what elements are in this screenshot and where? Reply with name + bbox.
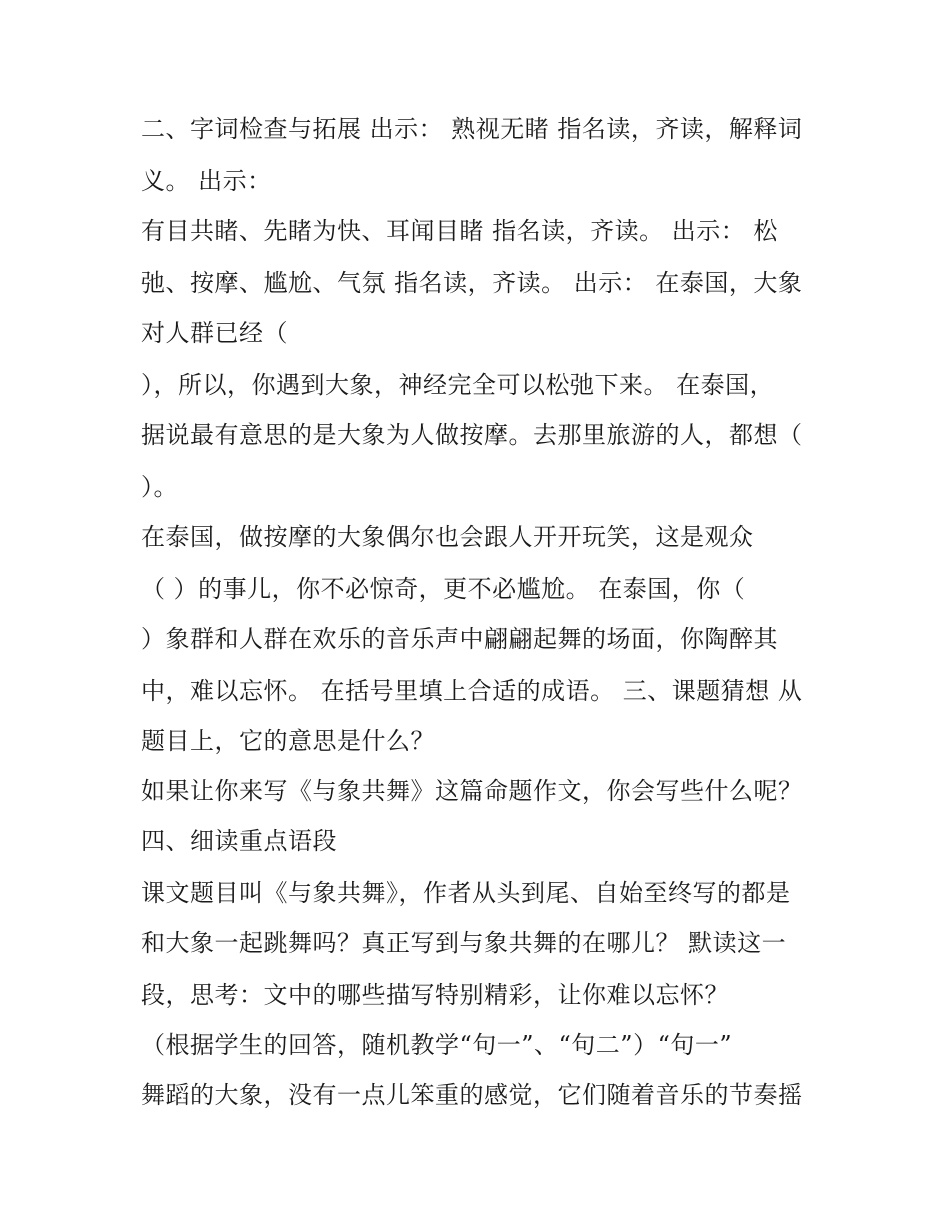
text-line: 在泰国，做按摩的大象偶尔也会跟人开开玩笑，这是观众 xyxy=(141,523,754,551)
text-line: 和大象一起跳舞吗？真正写到与象共舞的在哪儿？ 默读这一 xyxy=(141,929,787,957)
text-line: ）象群和人群在欢乐的音乐声中翩翩起舞的场面，你陶醉其 xyxy=(141,625,778,653)
text-line: 对人群已经（ xyxy=(141,319,288,347)
text-line: 题目上，它的意思是什么？ xyxy=(141,727,435,755)
text-line: 义。 出示： xyxy=(141,167,272,195)
text-line: ）。 xyxy=(141,473,178,501)
text-line: （ ）的事儿，你不必惊奇，更不必尴尬。 在泰国，你（ xyxy=(141,575,746,603)
text-line: 中，难以忘怀。 在括号里填上合适的成语。 三、课题猜想 从 xyxy=(141,677,803,705)
text-line: 二、字词检查与拓展 出示： 熟视无睹 指名读，齐读，解释词 xyxy=(141,115,803,143)
text-line: 如果让你来写《与象共舞》这篇命题作文，你会写些什么呢？ xyxy=(141,777,803,805)
text-line: （根据学生的回答，随机教学“句一”、“句二”）“句一” xyxy=(141,1031,733,1059)
text-line: 有目共睹、先睹为快、耳闻目睹 指名读，齐读。 出示： 松 xyxy=(141,217,778,245)
text-line: 舞蹈的大象，没有一点儿笨重的感觉，它们随着音乐的节奏摇 xyxy=(141,1081,803,1109)
section-heading: 四、细读重点语段 xyxy=(141,827,337,855)
text-line: 段，思考：文中的哪些描写特别精彩，让你难以忘怀？ xyxy=(141,981,729,1009)
text-line: 弛、按摩、尴尬、气氛 指名读，齐读。 出示： 在泰国，大象 xyxy=(141,269,803,297)
text-line: 据说最有意思的是大象为人做按摩。去那里旅游的人，都想（ xyxy=(141,421,803,449)
text-line: ），所以，你遇到大象，神经完全可以松弛下来。 在泰国， xyxy=(141,371,775,399)
text-line: 课文题目叫《与象共舞》，作者从头到尾、自始至终写的都是 xyxy=(141,879,791,907)
